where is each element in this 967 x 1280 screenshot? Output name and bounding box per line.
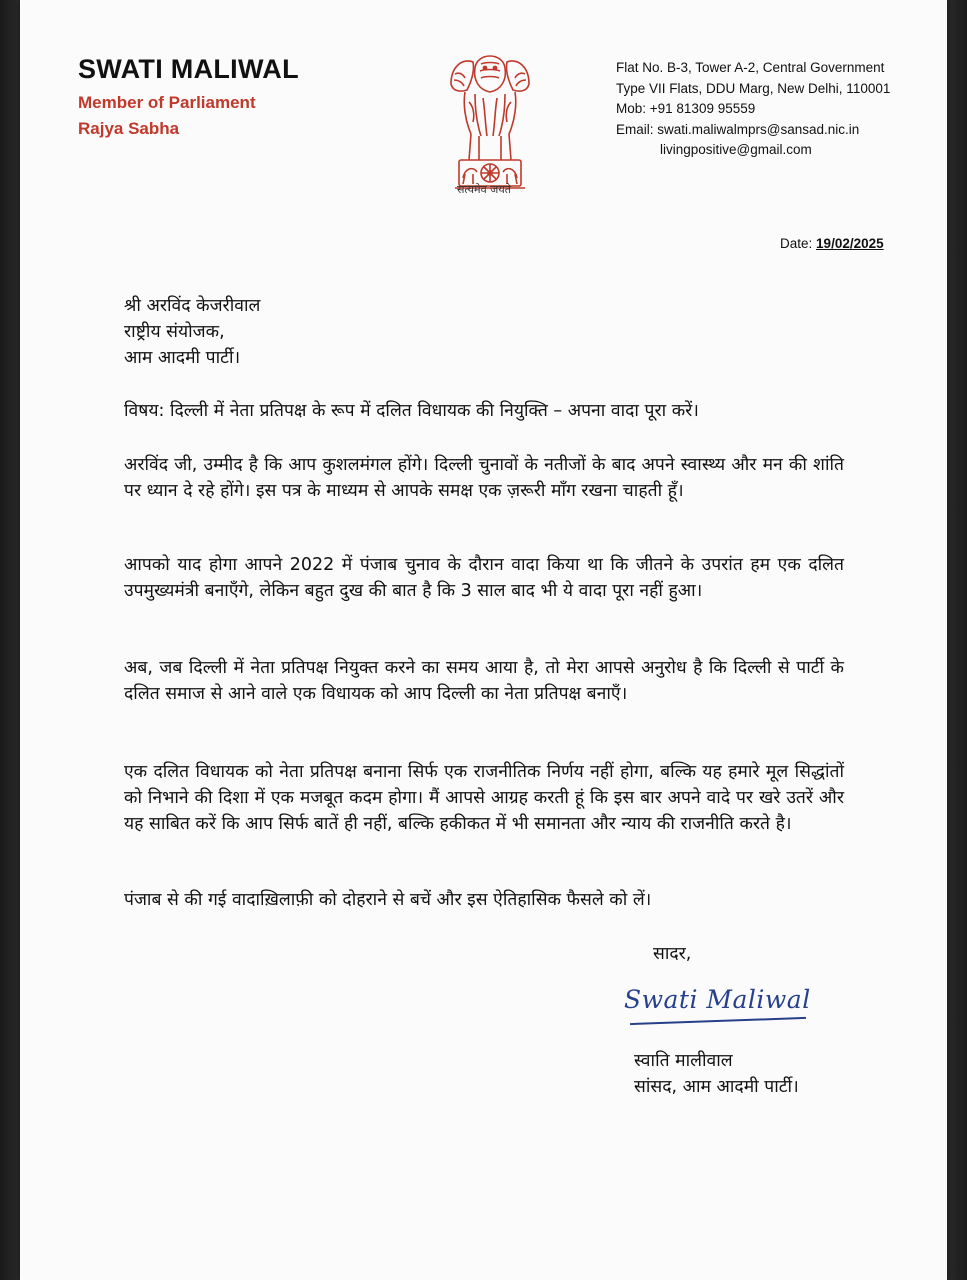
recipient-line: आम आदमी पार्टी। — [124, 348, 241, 368]
paragraph-principles: एक दलित विधायक को नेता प्रतिपक्ष बनाना सिर्फ एक राजनीतिक निर्णय नहीं होगा, बल्कि यह हमारे मूल सिद्धांतों को निभाने की दिशा में एक मजबूत कदम होगा। मैं आपसे आग्रह करती हूं कि इस बार अपने वादे पर खरे उतरें और यह साबित करें कि आप सिर्फ बातें ही नहीं, बल्कि हकीकत में भी समानता और न्याय की राजनीति करते है। — [124, 762, 844, 834]
sender-role: Member of Parliament — [78, 93, 256, 112]
subject-line: विषय: दिल्ली में नेता प्रतिपक्ष के रूप में दलित विधायक की नियुक्ति – अपना वादा पूरा करें। — [124, 401, 699, 421]
signer-title: सांसद, आम आदमी पार्टी। — [634, 1077, 799, 1097]
recipient-line: राष्ट्रीय संयोजक, — [124, 322, 225, 342]
paragraph-closing: पंजाब से की गई वादाख़िलाफ़ी को दोहराने से बचें और इस ऐतिहासिक फैसले को लें। — [124, 890, 652, 910]
salutation: सादर, — [653, 944, 692, 964]
paragraph-request: अब, जब दिल्ली में नेता प्रतिपक्ष नियुक्त करने का समय आया है, तो मेरा आपसे अनुरोध है कि दिल्ली से पार्टी के दलित समाज से आने वाले एक विधायक को आप दिल्ली का नेता प्रतिपक्ष बनाएँ। — [124, 658, 844, 704]
recipient-block — [124, 293, 844, 371]
background-edge-right — [947, 0, 967, 1280]
letter-page — [20, 0, 947, 1280]
paragraph-greeting: अरविंद जी, उम्मीद है कि आप कुशलमंगल होंगे। दिल्ली चुनावों के नतीजों के बाद अपने स्वास्थ्य और मन की शांति पर ध्यान दे रहे होंगे। इस पत्र के माध्यम से आपके समक्ष एक ज़रूरी माँग रखना चाहती हूँ। — [124, 455, 844, 501]
signer-name: स्वाति मालीवाल — [634, 1051, 733, 1071]
handwritten-signature: Swati Maliwal — [624, 985, 811, 1014]
recipient-line: श्री अरविंद केजरीवाल — [124, 296, 261, 316]
signature-underline — [630, 1017, 806, 1025]
paragraph-punjab-promise: आपको याद होगा आपने 2022 में पंजाब चुनाव के दौरान वादा किया था कि जीतने के उपरांत हम एक दलित उपमुख्यमंत्री बनाएँगे, लेकिन बहुत दुख की बात है कि 3 साल बाद भी ये वादा पूरा नहीं हुआ। — [124, 555, 844, 601]
ashoka-emblem-icon — [445, 44, 535, 202]
sender-address — [616, 58, 890, 161]
background-edge-left — [0, 0, 20, 1280]
address-line: Type VII Flats, DDU Marg, New Delhi, 110001 — [616, 80, 891, 96]
date-value: 19/02/2025 — [816, 236, 884, 251]
letter-date — [780, 236, 884, 251]
sender-name: SWATI MALIWAL — [78, 54, 299, 84]
mobile-number: Mob: +91 81309 95559 — [616, 101, 756, 117]
date-label: Date: — [780, 236, 813, 251]
address-line: Flat No. B-3, Tower A-2, Central Government — [616, 60, 885, 75]
email-primary: Email: swati.maliwalmprs@sansad.nic.in — [616, 121, 860, 137]
sender-house: Rajya Sabha — [78, 119, 180, 138]
email-secondary: livingpositive@gmail.com — [660, 142, 812, 158]
emblem-motto: सत्यमेव जयते — [456, 183, 511, 196]
